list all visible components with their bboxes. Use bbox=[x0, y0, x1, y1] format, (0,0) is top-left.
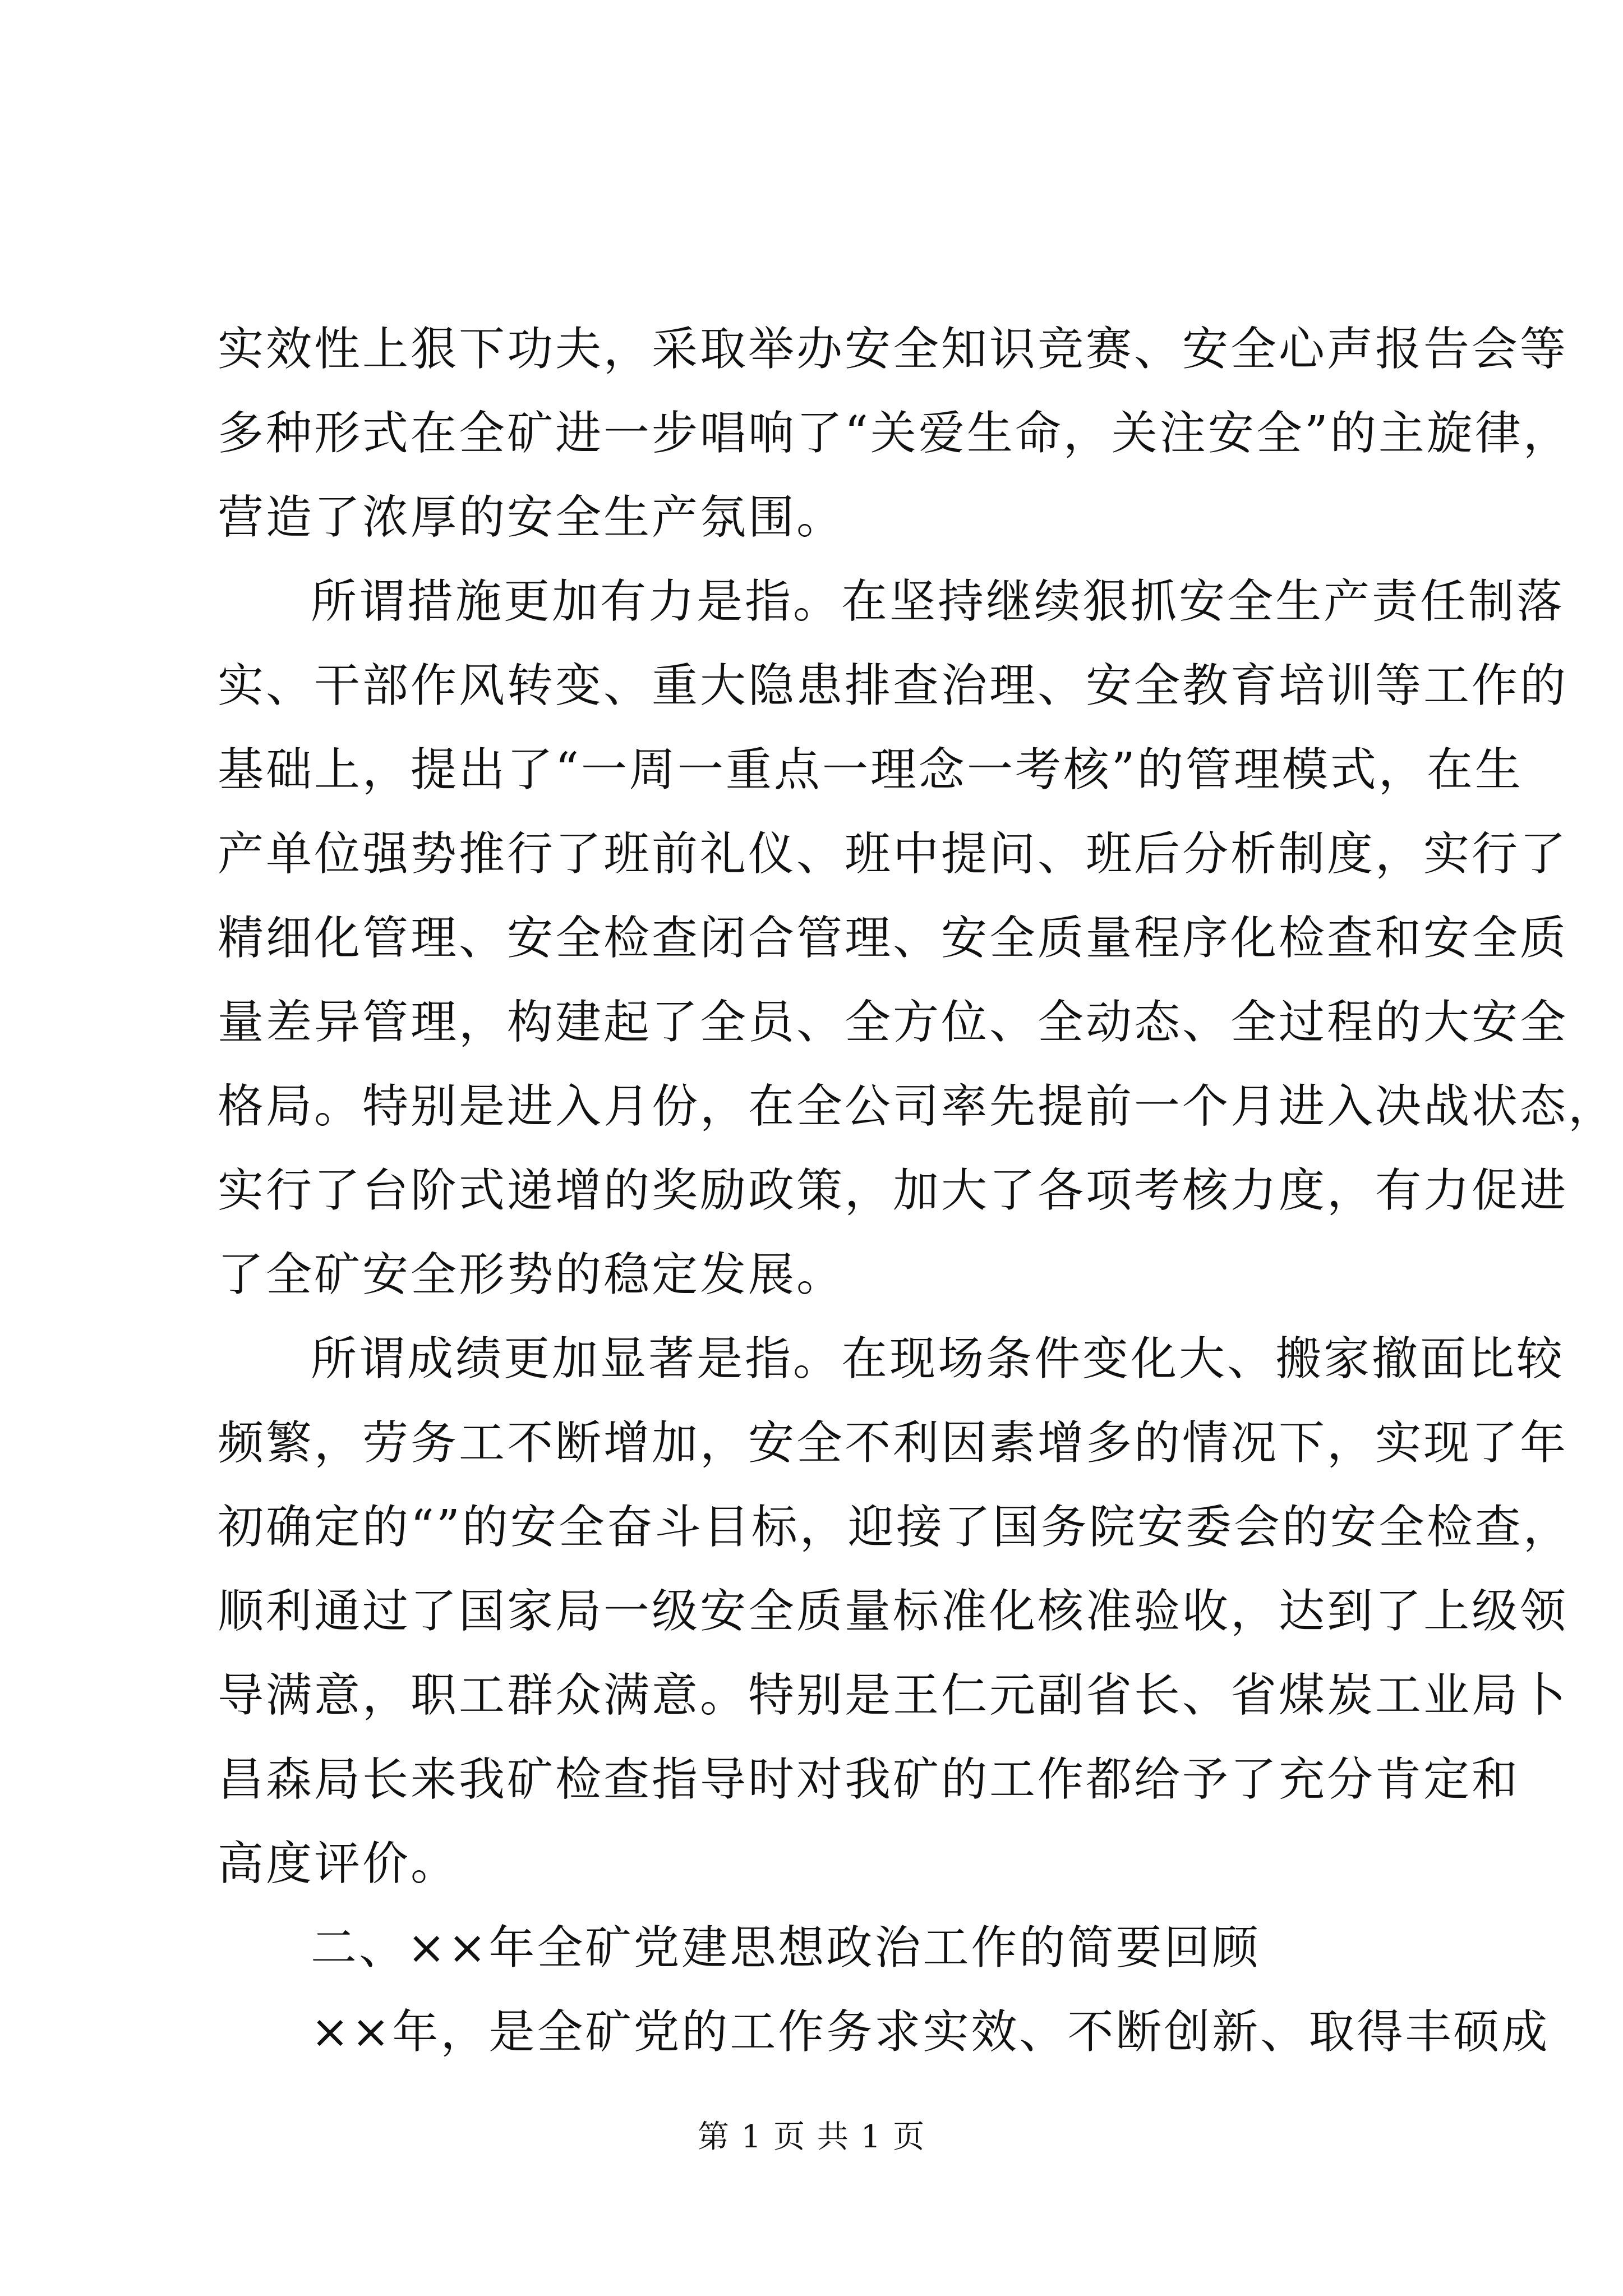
text-line: 量差异管理，构建起了全员、全方位、全动态、全过程的大安全 bbox=[218, 996, 1569, 1049]
text-line: 精细化管理、安全检查闭合管理、安全质量程序化检查和安全质 bbox=[218, 912, 1569, 965]
document-body bbox=[218, 307, 1617, 2074]
text-line: 初确定的“”的安全奋斗目标，迎接了国务院安委会的安全检查， bbox=[218, 1501, 1571, 1554]
text-line: 营造了浓厚的安全生产氛围。 bbox=[218, 491, 845, 544]
section-heading: 二、××年全矿党建思想政治工作的简要回顾 bbox=[311, 1921, 1261, 1975]
text-line: 实行了台阶式递增的奖励政策，加大了各项考核力度，有力促进 bbox=[218, 1164, 1569, 1217]
text-line: 产单位强势推行了班前礼仪、班中提问、班后分析制度，实行了 bbox=[218, 827, 1569, 881]
paragraph-start-line: 所谓成绩更加显著是指。在现场条件变化大、搬家撤面比较 bbox=[311, 1332, 1565, 1386]
text-line: 基础上，提出了“一周一重点一理念一考核”的管理模式，在生 bbox=[218, 743, 1523, 797]
text-line: 高度评价。 bbox=[218, 1837, 459, 1890]
text-line: 导满意，职工群众满意。特别是王仁元副省长、省煤炭工业局卜 bbox=[218, 1669, 1569, 1722]
page-number-label: 第 1 页 共 1 页 bbox=[697, 2119, 926, 2155]
paragraph-start-line: 所谓措施更加有力是指。在坚持继续狠抓安全生产责任制落 bbox=[311, 575, 1565, 628]
text-line: 了全矿安全形势的稳定发展。 bbox=[218, 1248, 845, 1301]
text-line: 格局。特别是进入月份，在全公司率先提前一个月进入决战状态， bbox=[218, 1080, 1617, 1133]
text-line: 实效性上狠下功夫，采取举办安全知识竞赛、安全心声报告会等 bbox=[218, 323, 1569, 376]
text-line: 昌森局长来我矿检查指导时对我矿的工作都给予了充分肯定和 bbox=[218, 1753, 1520, 1806]
text-line: 实、干部作风转变、重大隐患排查治理、安全教育培训等工作的 bbox=[218, 659, 1569, 712]
page-footer bbox=[0, 2115, 1623, 2160]
paragraph-start-line: ××年，是全矿党的工作务求实效、不断创新、取得丰硕成 bbox=[311, 2005, 1550, 2059]
text-line: 顺利通过了国家局一级安全质量标准化核准验收，达到了上级领 bbox=[218, 1585, 1569, 1638]
text-line: 多种形式在全矿进一步唱响了“关爱生命，关注安全”的主旋律， bbox=[218, 407, 1571, 460]
text-line: 频繁，劳务工不断增加，安全不利因素增多的情况下，实现了年 bbox=[218, 1416, 1569, 1470]
